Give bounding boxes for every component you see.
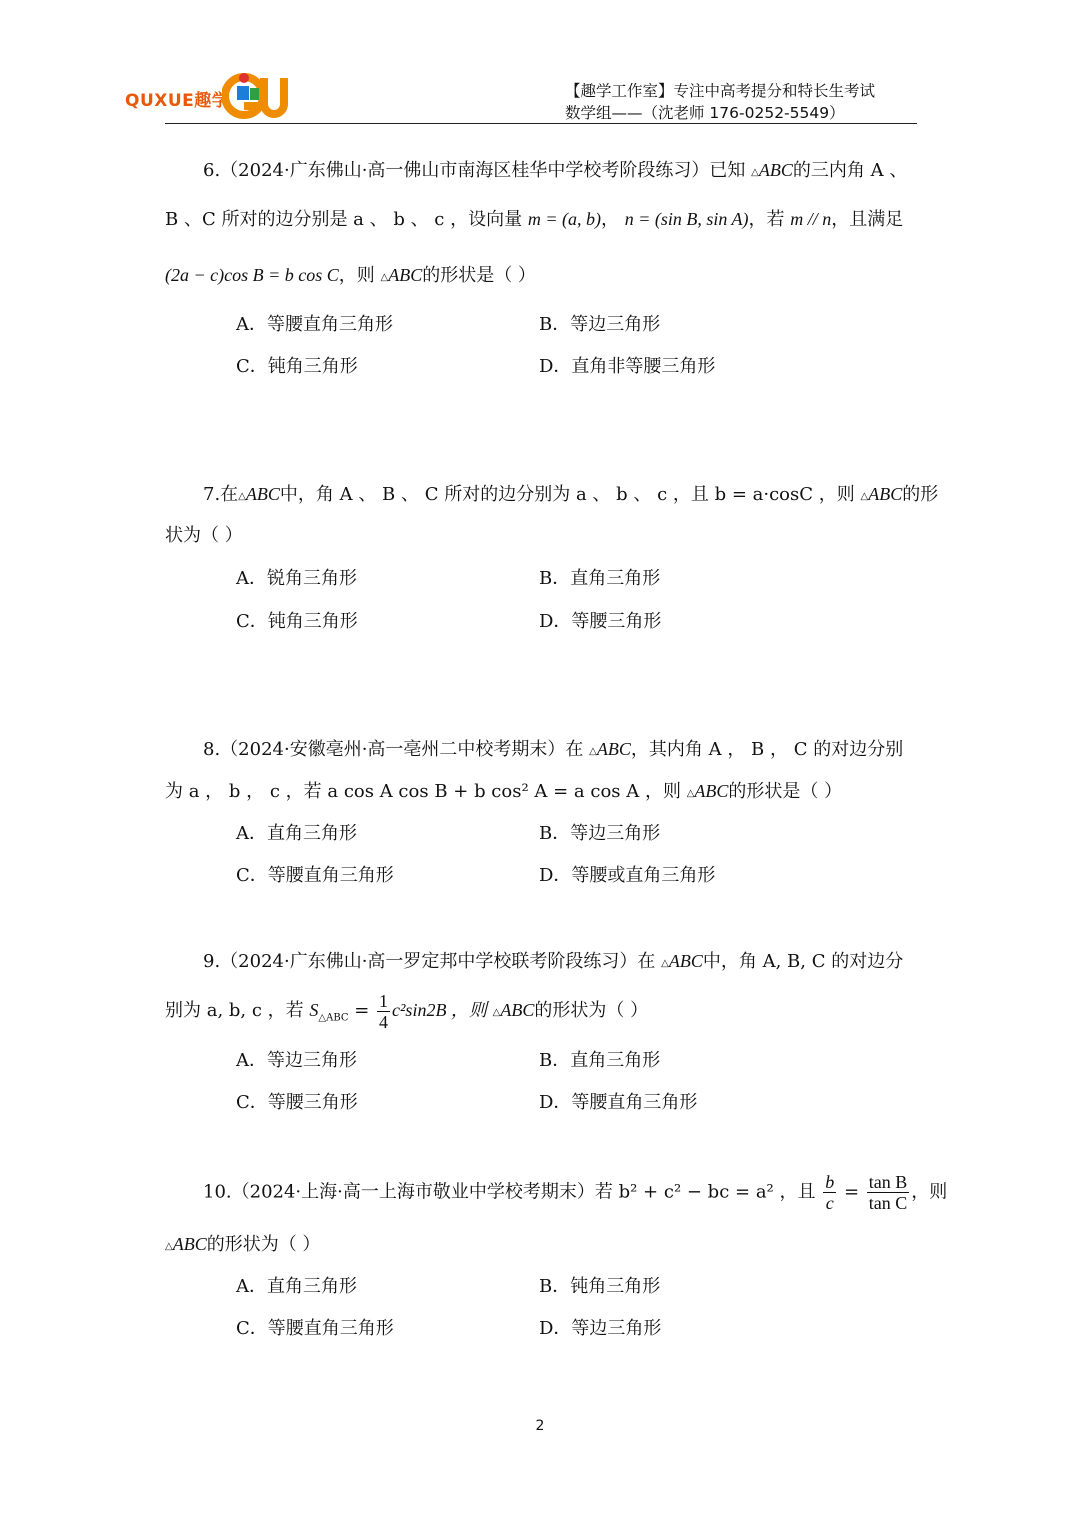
q9-line-1: 9.（2024·广东佛山·高一罗定邦中学校联考阶段练习）在 △ABC中，角 A, B, C 的对边分 [203,951,904,972]
q8-option-c[interactable]: C．等腰直角三角形 [236,865,394,886]
q7-option-c[interactable]: C．钝角三角形 [236,611,358,632]
q10-line-1: 10.（2024·上海·高一上海市敬业中学校考期末）若 b² + c² − bc = a² ，且 $\frac{b}{c}$ = $\frac{\text{tan B}}{\text{tan C}}$ ，则 [203,1172,948,1213]
q10-option-c[interactable]: C．等腰直角三角形 [236,1318,394,1339]
q9-line-2: 别为 a, b, c ，若 $S_{\triangle ABC}$ = $\frac{1}{4}$ c²sin2B ，则 △ABC的形状为（ ） [165,990,649,1032]
q10-fraction-left: $\frac{b}{c}$ [825,1172,835,1213]
q10-line-2: △ABC的形状为（ ） [165,1234,321,1255]
q6-line-2: B 、C 所对的边分别是 a 、 b 、 c ，设向量 m = (a, b)， n = (sin B, sin A)，若 m // n，且满足 [165,209,904,230]
q6-option-b[interactable]: B．等边三角形 [539,314,661,335]
q6-option-a[interactable]: A．等腰直角三角形 [236,314,393,335]
q6-option-d[interactable]: D．直角非等腰三角形 [539,356,716,377]
q9-option-c[interactable]: C．等腰三角形 [236,1092,358,1113]
logo-mark-icon [222,66,288,122]
header-rule [165,123,917,124]
header-line-1: 【趣学工作室】专注中高考提分和特长生考试 [565,82,876,100]
q10-option-d[interactable]: D．等边三角形 [539,1318,662,1339]
page-number: 2 [535,1418,545,1434]
q7-option-a[interactable]: A．锐角三角形 [236,568,357,589]
logo-wordmark: QUXUE趣学 [125,91,230,111]
q10-fraction-right: $\frac{\text{tan B}}{\text{tan C}}$ [868,1172,908,1213]
q7-option-d[interactable]: D．等腰三角形 [539,611,662,632]
q7-line-1: 7.在△ABC中，角 A 、 B 、 C 所对的边分别为 a 、 b 、 c ，且 b = a·cosC ，则 △ABC的形 [203,484,939,505]
q8-option-a[interactable]: A．直角三角形 [236,823,357,844]
q6-line-3: (2a − c)cos B = b cos C，则 △ABC的形状是（ ） [165,265,536,286]
q9-option-a[interactable]: A．等边三角形 [236,1050,357,1071]
q9-fraction: $\frac{1}{4}$ [379,990,389,1032]
q9-option-b[interactable]: B．直角三角形 [539,1050,661,1071]
q8-line-2: 为 a ， b ， c ，若 a cos A cos B + b cos² A = a cos A ，则 △ABC的形状是（ ） [165,781,843,802]
q10-option-a[interactable]: A．直角三角形 [236,1276,357,1297]
header-line-2: 数学组——（沈老师 176-0252-5549） [565,104,845,122]
q10-option-b[interactable]: B．钝角三角形 [539,1276,661,1297]
q8-line-1: 8.（2024·安徽亳州·高一亳州二中校考期末）在 △ABC，其内角 A ， B ， C 的对边分别 [203,739,904,760]
q6-option-c[interactable]: C．钝角三角形 [236,356,358,377]
q8-option-d[interactable]: D．等腰或直角三角形 [539,865,716,886]
q7-option-b[interactable]: B．直角三角形 [539,568,661,589]
q8-option-b[interactable]: B．等边三角形 [539,823,661,844]
q9-option-d[interactable]: D．等腰直角三角形 [539,1092,698,1113]
q7-line-2: 状为（ ） [165,525,243,546]
q6-line-1: 6.（2024·广东佛山·高一佛山市南海区桂华中学校考阶段练习）已知 △ABC的三内角 A 、 [203,160,908,181]
